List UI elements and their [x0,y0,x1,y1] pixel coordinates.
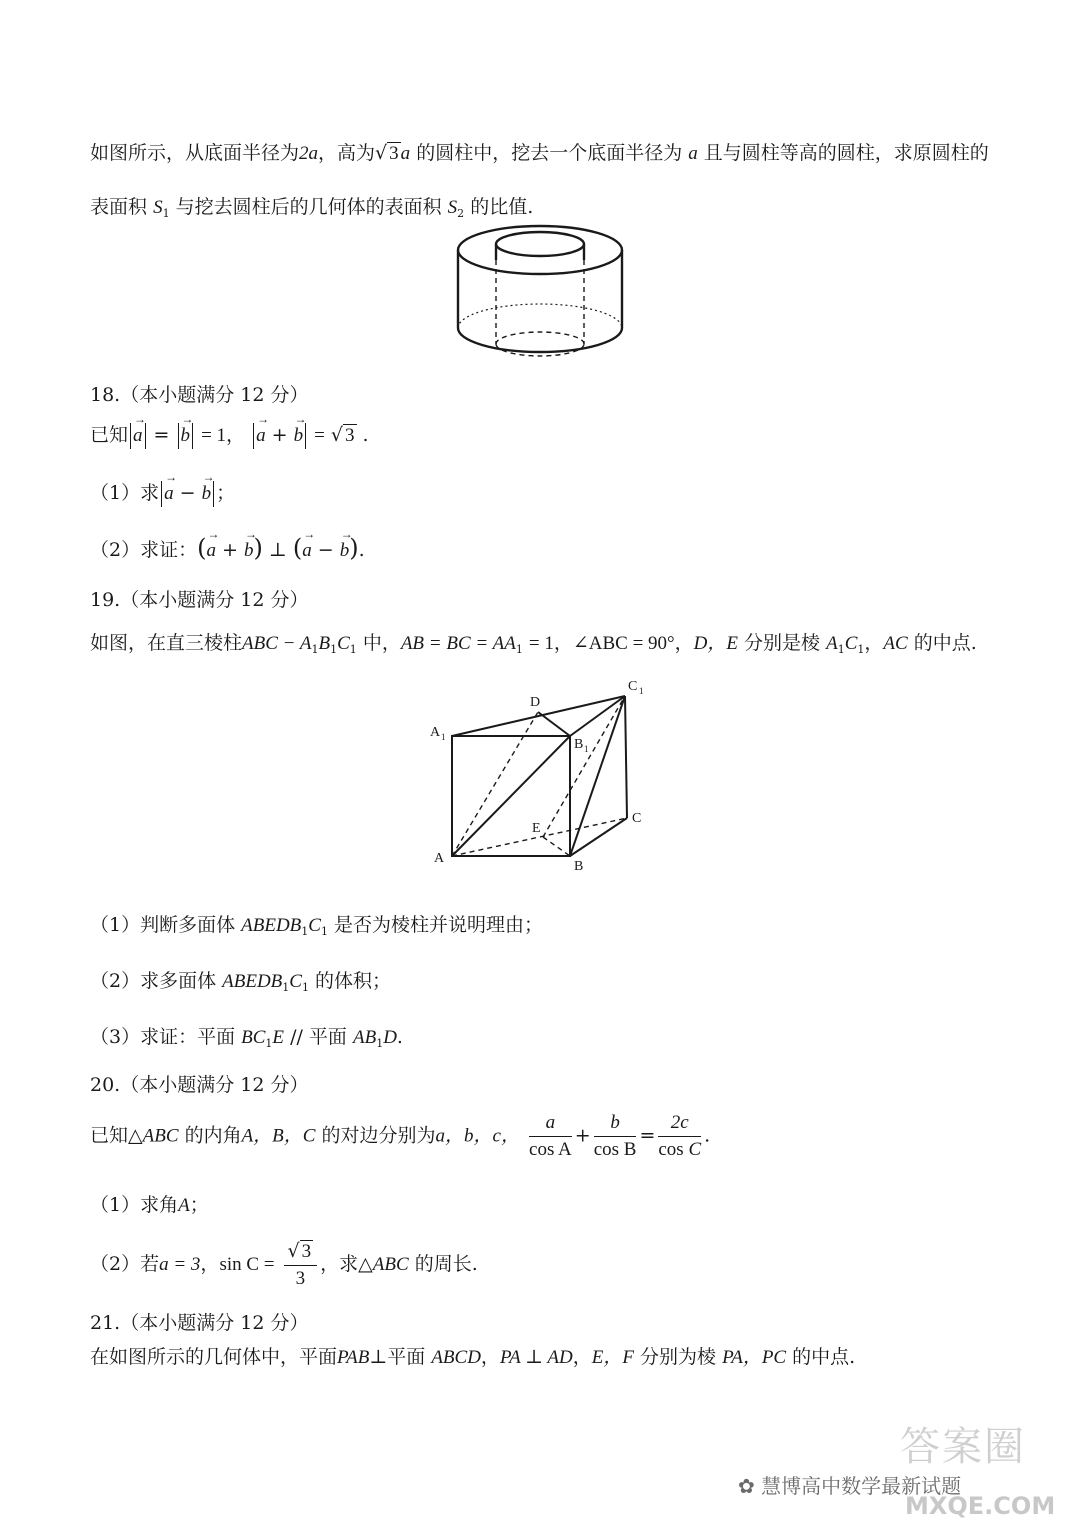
label-c1: C [628,679,638,694]
q18-part1: （1）求→ a − → b ； [90,478,235,507]
label-e: E [532,821,541,836]
label-a1: A [430,725,441,740]
q20-header: 20.（本小题满分 12 分） [90,1074,309,1096]
intro-line-2: 表面积 $S_1$ 与挖去圆柱后的几何体的表面积 $S_2$ 的比值. [90,196,534,220]
intro-line-1: 如图所示，从底面半径为2a，高为√ 3 a 的圆柱中，挖去一个底面半径为 a 且与圆柱等高的圆柱，求原圆柱的 [90,142,989,164]
q21-statement: 在如图所示的几何体中，平面PAB⊥平面 ABCD，PA ⊥ AD，E，F 分别为棱 PA，PC 的中点. [90,1346,856,1368]
q20-part2: （2）若a = 3，sin C = $\frac{√ 3}{3}$ ，求△ABC 的周长. [90,1240,478,1289]
svg-text:1: 1 [584,744,589,754]
label-b1: B [574,737,584,752]
wechat-icon: ✿ [738,1474,755,1498]
q21-header: 21.（本小题满分 12 分） [90,1312,309,1334]
q19-part1: （1）判断多面体 $ABEDB_1C_1$ 是否为棱柱并说明理由； [90,914,544,938]
q18-header: 18.（本小题满分 12 分） [90,384,309,406]
prism-figure [420,672,660,882]
hollow-cylinder-figure [450,218,630,373]
svg-text:1: 1 [441,732,446,742]
watermark-site: MXQE.COM [905,1492,1056,1520]
q18-given: 已知→ a = → b = 1， → a + → b = √ 3 . [90,420,369,449]
label-d: D [530,695,541,710]
q19-part2: （2）求多面体 $ABEDB_1C_1$ 的体积； [90,970,392,994]
q19-header: 19.（本小题满分 12 分） [90,589,309,611]
q20-part1: （1）求角A； [90,1194,209,1216]
watermark-wechat: ✿ 慧博高中数学最新试题 [738,1474,962,1498]
label-a: A [434,851,445,866]
watermark-logo: 答案圈 [900,1424,1026,1470]
svg-text:1: 1 [639,686,644,696]
q19-part3: （3）求证：平面 $BC_1E$ // 平面 $AB_1D$. [90,1026,403,1050]
label-c: C [632,811,642,826]
q19-statement: 如图，在直三棱柱ABC − $A_1B_1C_1$ 中，AB = BC = $AA_1 = 1$，∠ABC = 90°，D，E 分别是棱 $A_1C_1$，AC 的中点. [90,632,977,656]
q18-part2: （2）求证：(→ a + → b) ⊥ (→ a − → b). [90,534,365,562]
q20-statement: 已知△ABC 的内角A，B，C 的对边分别为a，b，c， $\frac{a}{\text{cos A}}$ + $\frac{b}{\text{cos B}}$ = $\frac{2c}{\text{cos C}}$ . [90,1112,711,1160]
label-b: B [574,859,584,874]
